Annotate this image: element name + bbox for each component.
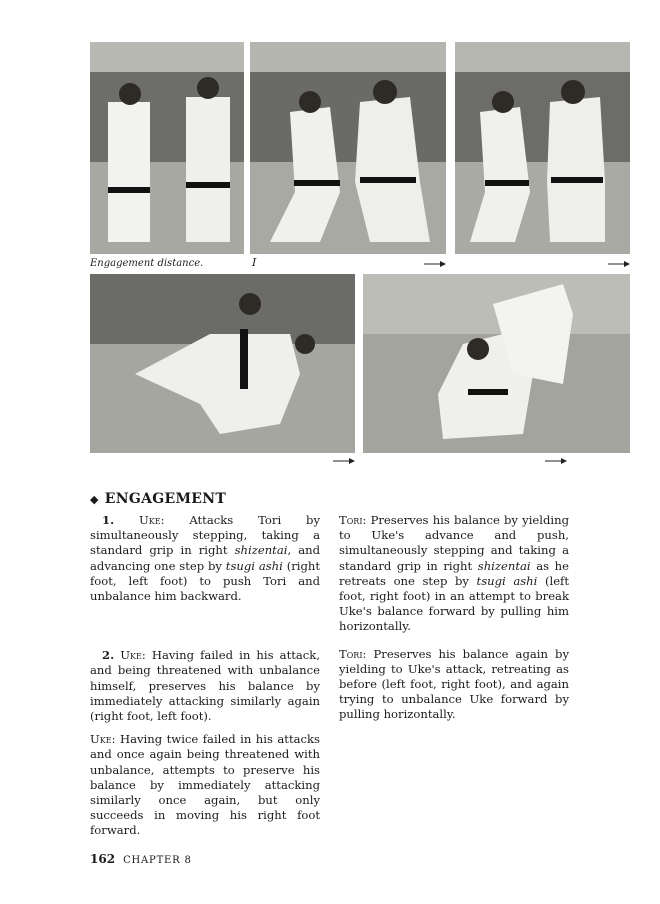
paragraph-text: Having failed in his attack, and being threatened with unbalance himself, preserves his balance by immediately attacking similarly again (right foot, left foot). xyxy=(90,648,321,724)
photo-uke-attacks xyxy=(250,42,446,254)
photo-tori-turns xyxy=(90,274,355,453)
paragraph-text: Preserves his balance again by yielding to Uke's attack, retreating as before (left foot, right foot), and again trying to unbalance Uke forward by pulling horizontally. xyxy=(339,646,570,722)
role-label: Uke: xyxy=(90,732,116,747)
arrow-right-icon xyxy=(333,458,355,464)
diamond-bullet-icon: ◆ xyxy=(90,493,99,506)
left-paragraph-2 xyxy=(90,648,320,724)
paragraph-text: Attacks Tori by simultaneously stepping, taking a standard grip in right xyxy=(90,513,320,558)
paragraph-text: (left foot, right foot) in an attempt to break Uke's balance forward by pulling him horizontally. xyxy=(339,573,570,634)
term-italic: tsugi ashi xyxy=(476,573,538,588)
right-paragraph-1 xyxy=(339,513,569,635)
photo-tori-yields xyxy=(455,42,630,254)
paragraph-text: Preserves his balance by yielding to Uke's advance and push, simultaneously stepping and taking a standard grip in right xyxy=(339,513,570,573)
right-column xyxy=(339,513,569,731)
photo-engagement-distance xyxy=(90,42,244,254)
left-paragraph-3 xyxy=(90,732,320,838)
chapter-label: CHAPTER 8 xyxy=(123,855,192,866)
step-number: 1. xyxy=(102,513,115,527)
page-footer xyxy=(90,852,192,866)
photo-mark: I xyxy=(252,256,257,269)
role-label: Uke: xyxy=(120,648,146,663)
role-label: Tori: xyxy=(339,513,367,527)
paragraph-text: , and advancing one step by xyxy=(90,543,320,573)
arrow-right-icon xyxy=(424,261,446,267)
photo-throw xyxy=(363,274,630,453)
paragraph-text: (right foot, left foot) to push Tori and unbalance him backward. xyxy=(90,558,321,604)
term-italic: shizentai xyxy=(477,558,531,573)
page-number: 162 xyxy=(90,852,116,866)
section-heading xyxy=(90,491,226,507)
term-italic: shizentai xyxy=(234,543,288,558)
arrow-right-icon xyxy=(608,261,630,267)
role-label: Tori: xyxy=(339,646,367,661)
photo-caption: Engagement distance. xyxy=(90,258,204,269)
role-label: Uke: xyxy=(138,513,165,527)
paragraph-text: as he retreats one step by xyxy=(339,558,570,588)
paragraph-text: Having twice failed in his attacks and once again being threatened with unbalance, attempts to preserve his balance by immediately attacking similarly once again, but only succeeds in moving his right foot forward. xyxy=(90,732,320,838)
step-number: 2. xyxy=(102,648,115,663)
term-italic: tsugi ashi xyxy=(225,558,283,573)
left-paragraph-1 xyxy=(90,513,320,604)
arrow-right-icon xyxy=(545,458,567,464)
right-paragraph-2 xyxy=(339,647,569,723)
left-column xyxy=(90,513,320,847)
section-title-text: ENGAGEMENT xyxy=(104,491,227,507)
